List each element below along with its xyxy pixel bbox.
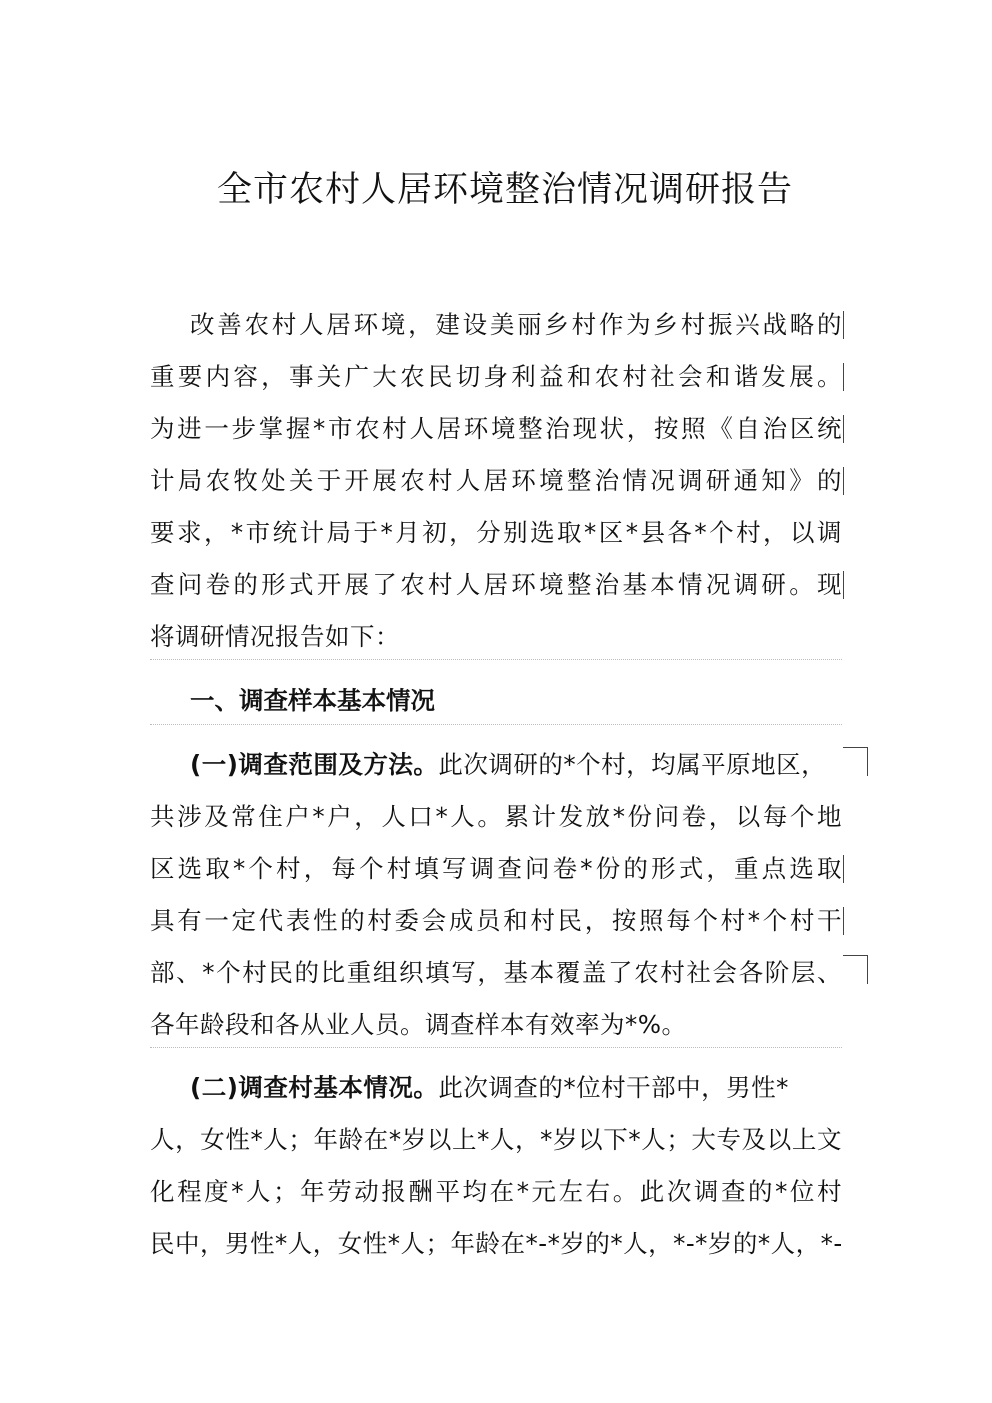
margin-marker: [843, 415, 844, 443]
intro-line: 为进一步掌握*市农村人居环境整治现状，按照《自治区统: [150, 414, 842, 443]
margin-marker: [843, 955, 868, 984]
margin-marker: [843, 363, 844, 391]
body-line: 民中，男性*人，女性*人；年龄在*-*岁的*人，*-*岁的*人，*-: [150, 1229, 843, 1258]
body-line: 共涉及常住户*户，人口*人。累计发放*份问卷，以每个地: [150, 802, 842, 831]
intro-line: 将调研情况报告如下：: [150, 622, 400, 651]
body-line: 部、*个村民的比重组织填写，基本覆盖了农村社会各阶层、: [150, 958, 842, 987]
paragraph-divider: [150, 1047, 842, 1048]
body-line: 人，女性*人；年龄在*岁以上*人，*岁以下*人；大专及以上文: [150, 1125, 842, 1154]
margin-marker: [843, 571, 844, 599]
subsection-first-line: [190, 741, 842, 789]
intro-line: 要求，*市统计局于*月初，分别选取*区*县各*个村，以调: [150, 518, 842, 547]
margin-marker: [843, 311, 844, 339]
subsection-label: (一)调查范围及方法。: [190, 750, 439, 779]
margin-marker: [843, 747, 868, 776]
body-line: 各年龄段和各从业人员。调查样本有效率为*%。: [150, 1010, 687, 1039]
margin-marker: [843, 467, 844, 495]
intro-line: 计局农牧处关于开展农村人居环境整治情况调研通知》的: [150, 466, 842, 495]
section-heading: 一、调查样本基本情况: [190, 686, 435, 715]
body-line: 具有一定代表性的村委会成员和村民，按照每个村*个村干: [150, 906, 842, 935]
margin-marker: [843, 907, 844, 935]
subsection-text: 此次调查的*位村干部中，男性*: [438, 1073, 789, 1102]
subsection-text: 此次调研的*个村，均属平原地区，: [438, 750, 827, 779]
intro-line: 重要内容，事关广大农民切身利益和农村社会和谐发展。: [150, 362, 842, 391]
intro-line: 查问卷的形式开展了农村人居环境整治基本情况调研。现: [150, 570, 842, 599]
margin-marker: [843, 855, 844, 883]
paragraph-divider: [150, 659, 842, 660]
subsection-label: (二)调查村基本情况。: [190, 1073, 439, 1102]
body-line: 区选取*个村，每个村填写调查问卷*份的形式，重点选取: [150, 854, 842, 883]
body-line: 化程度*人；年劳动报酬平均在*元左右。此次调查的*位村: [150, 1177, 842, 1206]
document-title: 全市农村人居环境整治情况调研报告: [216, 170, 793, 210]
paragraph-divider: [150, 724, 842, 725]
intro-line: 改善农村人居环境，建设美丽乡村作为乡村振兴战略的: [190, 310, 842, 339]
subsection-first-line: [190, 1064, 842, 1112]
